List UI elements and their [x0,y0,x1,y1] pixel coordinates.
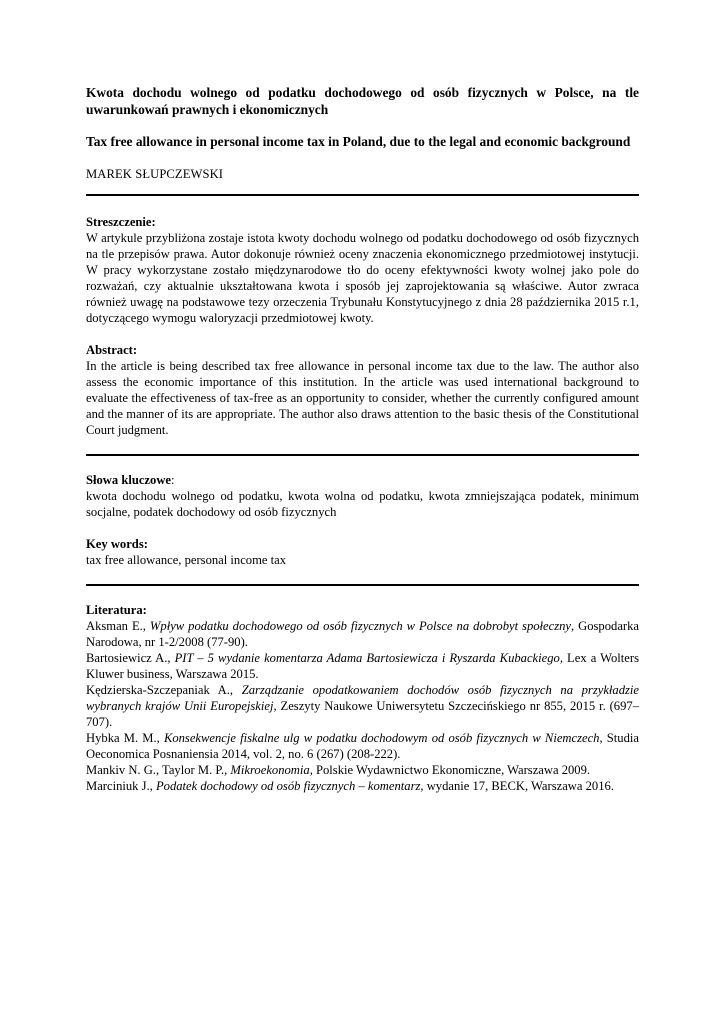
slowa-kluczowe-colon: : [171,473,175,487]
divider [86,194,639,196]
reference-item: Kędzierska-Szczepaniak A., Zarządzanie opodatkowaniem dochodów osób fizycznych na przykładzie wybranych krajów Unii Europejskiej, Zeszyty Naukowe Uniwersytetu Szczecińskiego nr 855, 2015 r. (697–707). [86,683,639,729]
slowa-kluczowe-section [86,472,639,520]
divider [86,454,639,456]
streszczenie-section [86,214,639,326]
abstract-section [86,342,639,438]
reference-list [86,618,639,794]
title-english: Tax free allowance in personal income tax in Poland, due to the legal and economic background [86,134,631,149]
key-words-heading: Key words: [86,537,148,551]
literatura-section [86,602,639,794]
slowa-kluczowe-text: kwota dochodu wolnego od podatku, kwota wolna od podatku, kwota zmniejszająca podatek, minimum socjalne, podatek dochodowy od osób fizycznych [86,489,639,519]
streszczenie-text: W artykule przybliżona zostaje istota kwoty dochodu wolnego od podatku dochodowego od osób fizycznych na tle przepisów prawa. Autor dokonuje również oceny znaczenia ekonomicznego przedmiotowej instytucji. W pracy wykorzystane zostało międzynarodowe tło do oceny efektywności kwoty wolnej jako pole do rozważań, czy aktualnie ukształtowana kwota i sposób jej zaprojektowania są właściwe. Autor zwraca również uwagę na podstawowe tezy orzeczenia Trybunału Konstytucyjnego z dnia 28 października 2015 r.1, dotyczącego wymogu waloryzacji przedmiotowej kwoty. [86,231,639,325]
key-words-text: tax free allowance, personal income tax [86,553,287,567]
key-words-section [86,536,639,568]
streszczenie-heading: Streszczenie: [86,215,156,229]
reference-item: Marciniuk J., Podatek dochodowy od osób fizycznych – komentarz, wydanie 17, BECK, Warszawa 2016. [86,779,614,793]
reference-item: Hybka M. M., Konsekwencje fiskalne ulg w podatku dochodowym od osób fizycznych w Niemczech, Studia Oeconomica Posnaniensia 2014, vol. 2, no. 6 (267) (208-222). [86,731,639,761]
reference-item: Mankiv N. G., Taylor M. P., Mikroekonomia, Polskie Wydawnictwo Ekonomiczne, Warszawa 2009. [86,763,591,777]
reference-item: Aksman E., Wpływ podatku dochodowego od osób fizycznych w Polsce na dobrobyt społeczny, Gospodarka Narodowa, nr 1-2/2008 (77-90). [86,619,639,649]
abstract-text: In the article is being described tax free allowance in personal income tax due to the law. The author also assess the economic importance of this institution. In the article was used international background to evaluate the effectiveness of tax-free as an opportunity to consider, whether the currently configured amount and the manner of its are appropriate. The author also draws attention to the basic thesis of the Constitutional Court judgment. [86,359,639,437]
reference-item: Bartosiewicz A., PIT – 5 wydanie komentarza Adama Bartosiewicza i Ryszarda Kubackiego, Lex a Wolters Kluwer business, Warszawa 2015. [86,651,639,681]
article-page [86,84,639,794]
title-polish: Kwota dochodu wolnego od podatku dochodowego od osób fizycznych w Polsce, na tle uwarunkowań prawnych i ekonomicznych [86,85,639,117]
abstract-heading: Abstract: [86,343,138,357]
slowa-kluczowe-heading: Słowa kluczowe [86,473,172,487]
author-name: MAREK SŁUPCZEWSKI [86,167,224,181]
literatura-heading: Literatura: [86,603,147,617]
divider [86,584,639,586]
